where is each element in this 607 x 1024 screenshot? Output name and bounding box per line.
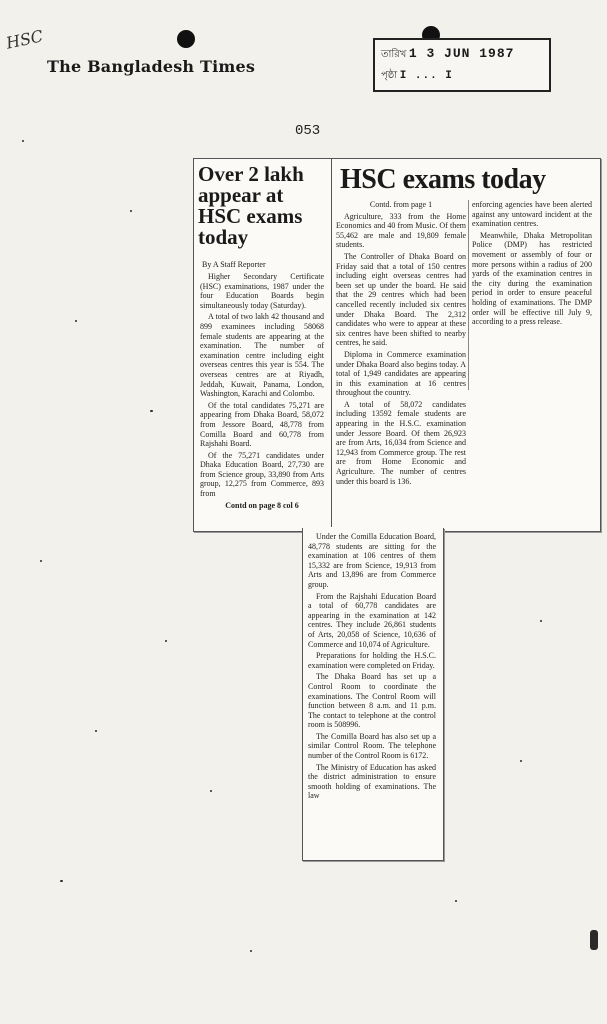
right-article-headline: HSC exams today [340, 164, 546, 195]
right-article-paragraph: The Controller of Dhaka Board on Friday said that a total of 150 centres including eight overseas centres had been set up under the board. He said that the 29 centres which had been cancelled recently included six centres under Dhaka Board. The 2,312 candidates who were to appear at these six centres have been shifted to nearby centres, he said. [336, 251, 466, 348]
archive-page-number: 053 [295, 123, 321, 139]
right-article-contd-from: Contd. from page 1 [369, 200, 433, 209]
left-article-byline: By A Staff Reporter [202, 260, 266, 269]
left-article-paragraph: A total of two lakh 42 thousand and 899 examinees including 58068 female students are appearing at the examination. The number of examination centre including eight overseas centres this year is 554. The overseas centres are at Riyadh, Jeddah, Kuwait, Panama, London, Washington, Karachi and Colombo. [200, 312, 324, 399]
stamp-date-value: 1 3 JUN 1987 [408, 46, 515, 61]
handwritten-note: HSC [4, 26, 45, 53]
left-article-headline: Over 2 lakh appear at HSC exams today [198, 162, 304, 249]
right-article-paragraph: Preparations for holding the H.S.C. examination were completed on Friday. [308, 651, 436, 670]
right-article-column-2 [472, 200, 592, 329]
right-article-paragraph: A total of 58,072 candidates including 13592 female students are appearing in the H.S.C. examination under Jessore Board. Of them 26,923 are from Arts, 16,034 from Science and 12,943 from Commerce group. The rest are from Home Economic and Agriculture. The number of centres under this board is 136. [336, 399, 466, 486]
right-article-paragraph: The Dhaka Board has set up a Control Room to coordinate the examinations. The Control Room will function between 8 a.m. and 11 p.m. The contact to telephone at the control room is 508996. [308, 672, 436, 730]
punch-hole-left [177, 30, 195, 48]
left-article-continued: Contd on page 8 col 6 [225, 500, 299, 510]
right-article-paragraph: Under the Comilla Education Board, 48,778 students are sitting for the examination at 106 centres of them 15,332 are from Science, 19,913 from Arts and 13,896 are from Commerce group. [308, 532, 436, 589]
stamp-date-label: তারিখ [381, 49, 407, 60]
stamp-page-label: পৃষ্ঠা [381, 70, 398, 81]
right-article-paragraph: Agriculture, 333 from the Home Economics and 40 from Music. Of them 55,462 are male and 19,809 female students. [336, 211, 466, 250]
right-article-paragraph: From the Rajshahi Education Board a total of 60,778 candidates are appearing in the examination at 142 centres. They include 26,861 students of Arts, 20,058 of Science, 10,636 of Commerce and 10,074 of Agriculture. [308, 591, 436, 649]
left-article-paragraph: Of the 75,271 candidates under Dhaka Education Board, 27,730 are from Science group, 33,890 from Arts group, 12,275 from Commerce, 893 from [200, 450, 324, 499]
right-article-paragraph: The Ministry of Education has asked the district administration to ensure smooth holding of examinations. The law [308, 762, 436, 801]
right-article-column-1-cont [308, 532, 436, 803]
right-article-paragraph: Diploma in Commerce examination under Dhaka Board also begins today. A total of 1,949 candidates are appearing in this examination at 16 centres throughout the country. [336, 349, 466, 398]
right-article-paragraph: The Comilla Board has also set up a similar Control Room. The telephone number of the Control Room is 6172. [308, 731, 436, 761]
right-article-paragraph: enforcing agencies have been alerted against any untoward incident at the examination centres. [472, 200, 592, 229]
column-divider [468, 200, 469, 390]
left-article-paragraph: Higher Secondary Certificate (HSC) examinations, 1987 under the four Education Boards begin simultaneously today (Saturday). [200, 272, 324, 310]
newspaper-masthead: The Bangladesh Times [47, 57, 256, 76]
left-article-paragraph: Of the total candidates 75,271 are appearing from Dhaka Board, 58,072 from Jessore Board, 48,778 from Comilla Board and 60,778 from Rajshahi Board. [200, 400, 324, 449]
right-article-column-1 [336, 200, 466, 488]
stamp-page-value: I ... I [399, 70, 453, 82]
date-stamp [373, 38, 551, 92]
right-article-paragraph: Meanwhile, Dhaka Metropolitan Police (DMP) has restricted movement or assembly of four or more persons within a radius of 200 yards of the examination centres in the city during the examination period in order to ensure peaceful holding of examinations. The DMP order will be effective till July 9, according to a press release. [472, 230, 592, 327]
left-article-body [200, 272, 324, 512]
